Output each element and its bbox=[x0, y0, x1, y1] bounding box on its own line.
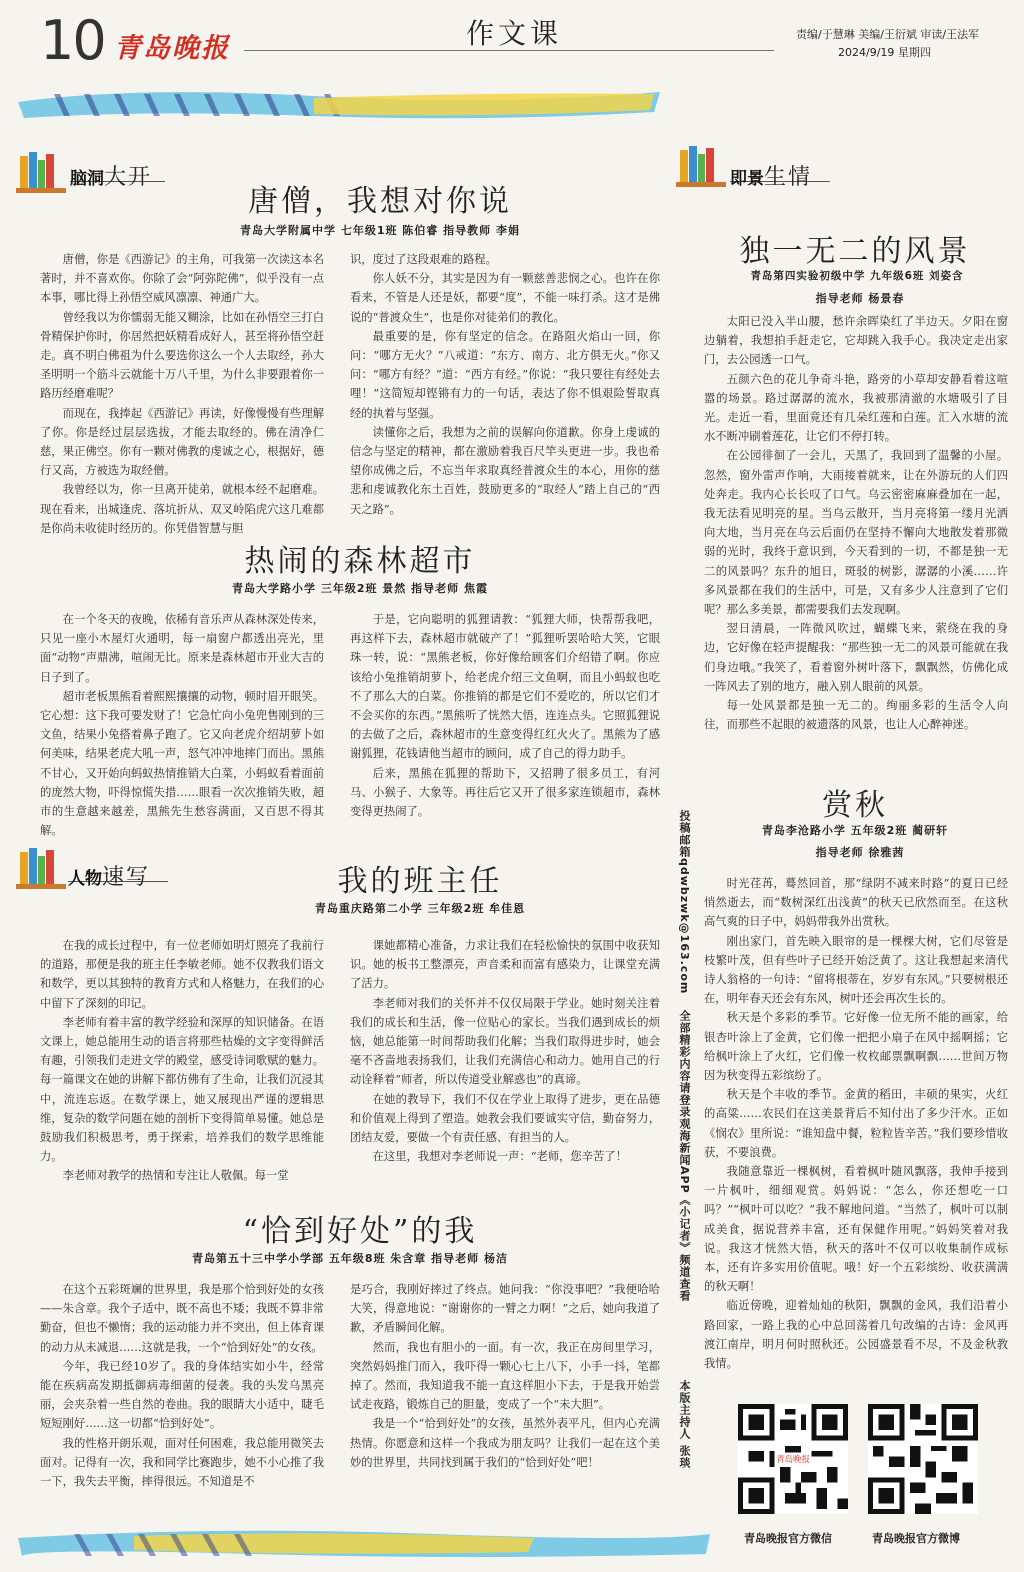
justright-col2 bbox=[350, 1280, 660, 1512]
tangseng-col1 bbox=[40, 250, 324, 535]
paragraph: 翌日清晨，一阵微风吹过，蝴蝶飞来，萦绕在我的身边，它好像在轻声提醒我：“那些独一无二的风景可能就在我们身边哦。”我笑了，看着窗外树叶落下，飘飘然，仿佛化成一阵风去了别的地方，融入别人眼前的风景。 bbox=[704, 622, 1008, 693]
paragraph: 临近傍晚，迎着灿灿的秋阳，飘飘的金风，我们沿着小路回家，一路上我的心中总回荡着几句改编的古诗：金风再渡江南岸，明月何时照秋还。公园盛景看不尽，不及金秋教我情。 bbox=[704, 1299, 1008, 1371]
people-badge bbox=[68, 860, 168, 890]
paragraph: 在一个冬天的夜晚，依稀有音乐声从森林深处传来，只见一座小木屋灯火通明，每一扇窗户都透出亮光，里面“动物”声鼎沸，喧闹无比。原来是森林超市开业大吉的日子到了。 bbox=[40, 613, 324, 684]
submission-email: 投稿邮箱qdwbzwk@163.com bbox=[678, 810, 691, 995]
people-label1: 人物 bbox=[68, 869, 102, 889]
books-icon bbox=[676, 144, 726, 188]
autumn-byline: 青岛李沧路小学 五年级2班 蔺研轩 bbox=[761, 824, 949, 837]
paragraph: 在她的教导下，我们不仅在学业上取得了进步，更在品德和价值观上得到了塑造。她教会我们要诚实守信，勤奋努力，团结友爱，要做一个有责任感、有担当的人。 bbox=[350, 1092, 660, 1145]
paragraph: 于是，它向聪明的狐狸请教：“狐狸大师，快帮帮我吧，再这样下去，森林超市就破产了！”狐狸听罢哈哈大笑，它眼珠一转，说：“黑熊老板，你好像给顾客们介绍错了啊。你应该给小兔推销胡萝卜，给老虎介绍三文鱼啊，而且小蚂蚁也吃不了那么大的白菜。你推销的都是它们不爱吃的，所以它们才不会买你的东西。”黑熊听了恍然大悟，连连点头。它照狐狸说的去做了之后，森林超市的生意变得红红火火了。黑熊为了感谢狐狸，花钱请他当超市的顾问，成了自己的得力助手。 bbox=[350, 613, 660, 761]
teacher-title: 我的班主任 bbox=[337, 864, 503, 899]
scene-label2: 生情 bbox=[764, 165, 813, 190]
teacher-col2 bbox=[350, 936, 660, 1180]
justright-title: “恰到好处”的我 bbox=[242, 1214, 478, 1249]
paragraph: 我的性格开朗乐观，面对任何困难，我总能用微笑去面对。记得有一次，我和同学比赛跑步，她不小心推了我一下，我失去平衡，摔得很远。不知道是不 bbox=[40, 1436, 324, 1489]
newspaper-logo: 青岛晚报 bbox=[114, 33, 230, 64]
wechat-qr-code[interactable] bbox=[738, 1404, 848, 1514]
scenery-teacher: 指导老师 杨景春 bbox=[815, 292, 905, 305]
paragraph: 是巧合，我刚好摔过了终点。她问我：“你没事吧？”我便哈哈大笑，得意地说：“谢谢你的一臂之力啊！”之后，她向我道了歉，矛盾瞬间化解。 bbox=[350, 1283, 660, 1335]
people-label2: 速写 bbox=[102, 865, 151, 890]
top-brush-decoration bbox=[14, 82, 664, 126]
paragraph: 秋天是个丰收的季节。金黄的稻田，丰硕的果实，火红的高粱……农民们在这美景背后不知付出了多少汗水。正如《悯农》里所说：“谁知盘中餐，粒粒皆辛苦。”我们要珍惜收获，不要浪费。 bbox=[704, 1088, 1008, 1159]
justright-byline: 青岛第五十三中学小学部 五年级8班 朱含章 指导老师 杨洁 bbox=[192, 1252, 508, 1265]
issue-date: 2024/9/19 星期四 bbox=[838, 46, 931, 59]
paragraph: 李老师有着丰富的教学经验和深厚的知识储备。在语文课上，她总能用生动的语言将那些枯燥的文字变得鲜活有趣，引领我们走进文学的殿堂，感受诗词歌赋的魅力。每一篇课文在她的讲解下都仿佛有了生命，让我们沉浸其中，流连忘返。在数学课上，她又展现出严谨的逻辑思维，复杂的数学问题在她的剖析下变得简单易懂。她总是鼓励我们积极思考，勇于探索，培养我们的数学思维能力。 bbox=[40, 1015, 324, 1164]
paragraph: 我曾经以为，你一旦离开徒弟，就根本经不起磨难。现在看来，出城逢虎、落坑折从、双叉岭陷虎穴这几难都是你尚未收徒时经历的。你凭借智慧与胆 bbox=[40, 483, 324, 535]
brain-label2: 大开 bbox=[104, 165, 153, 190]
paragraph: 而现在，我捧起《西游记》再读，好像慢慢有些理解了你。你是经过层层选拔，才能去取经的。佛在清净仁慈，果正佛空。你有一颗对佛教的虔诚之心，根据好，德行又高，方被选为取经僧。 bbox=[40, 406, 324, 478]
paragraph: 最重要的是，你有坚定的信念。在路阻火焰山一回，你问：“哪方无火？”八戒道：“东方、南方、北方俱无火。”你又问：“哪方有经？”道：“西方有经。”你说：“我只要往有经处去哩！”这简短却铿锵有力的一句话，表达了你不惧艰险誓取真经的执着与坚强。 bbox=[350, 329, 660, 420]
justright-col1 bbox=[40, 1280, 324, 1512]
weibo-label: 青岛晚报官方微博 bbox=[872, 1532, 960, 1545]
forest-col2 bbox=[350, 610, 660, 822]
host-credit: 本版主持人 张琰 bbox=[678, 1380, 691, 1469]
brain-badge bbox=[70, 160, 165, 190]
books-icon bbox=[16, 150, 66, 194]
paragraph: 今年，我已经10岁了。我的身体结实如小牛，经常能在疾病高发期抵御病毒细菌的侵袭。我的头发乌黑亮丽，会夹杂着一些自然的卷曲。我的眼睛大小适中，睫毛短短刚好……这一切都“恰到好处”。 bbox=[40, 1359, 324, 1431]
teacher-byline: 青岛重庆路第二小学 三年级2班 牟佳恩 bbox=[314, 902, 526, 915]
autumn-title: 赏秋 bbox=[822, 788, 888, 823]
paragraph: 在公园徘徊了一会儿，天黑了，我回到了温馨的小屋。忽然，窗外雷声作响，大雨接着就来，让在外游玩的人们四处奔走。我内心长长叹了口气。乌云密密麻麻叠加在一起，我无法看见明亮的星。当乌云散开，当月亮将第一缕月光洒向大地，当月亮在乌云后面仍在坚持不懈向大地散发着那微弱的光时，我终于意识到，今天看到的一切，不都是独一无二的风景吗？东升的旭日，斑驳的树影，潺潺的小溪……许多风景都在我们的生活中，可是，又有多少人注意到了它们呢？那么多美景，都需要我们去发现啊。 bbox=[704, 449, 1008, 617]
paragraph: 曾经我以为你懦弱无能又糊涂，比如在孙悟空三打白骨精保护你时，你居然把妖精看成好人，甚至将孙悟空赶走。真不明白佛祖为什么要选你这么一个人去取经，孙大圣明明一个筋斗云就能十万八千里，为什么非要跟着你一路历经磨难呢？ bbox=[40, 310, 324, 401]
paragraph: 然而，我也有胆小的一面。有一次，我正在房间里学习，突然妈妈推门而入，我吓得一颗心七上八下，小手一抖，笔都掉了。然而，我知道我不能一直这样胆小下去，于是我开始尝试走夜路，锻炼自己的胆量，变成了一个“未大胆”。 bbox=[350, 1340, 660, 1412]
paragraph: 我随意靠近一棵枫树，看着枫叶随风飘落，我伸手接到一片枫叶，细细观赏。妈妈说：“怎么，你还想吃一口吗？”“枫叶可以吃？”我不解地问道。“当然了，枫叶可以制成美食，据说营养丰富，还有保健作用呢。”妈妈笑着对我说。我这才恍然大悟，秋天的落叶不仅可以收集制作成标本，还有许多实用价值呢。哦！好一个五彩缤纷、收获满满的秋天啊！ bbox=[704, 1165, 1008, 1294]
autumn-teacher: 指导老师 徐雅茜 bbox=[815, 846, 905, 859]
wechat-label: 青岛晚报官方微信 bbox=[744, 1532, 832, 1545]
paragraph: 秋天是个多彩的季节。它好像一位无所不能的画家，给银杏叶涂上了金黄，它们像一把把小扇子在风中摇啊摇；它给枫叶涂上了火红，它们像一枚枚邮票飘啊飘……世间万物因为秋变得五彩缤纷了。 bbox=[704, 1011, 1008, 1083]
scenery-body bbox=[704, 312, 1008, 762]
section-title: 作文课 bbox=[466, 17, 563, 50]
forest-title: 热闹的森林超市 bbox=[244, 544, 476, 579]
tangseng-byline: 青岛大学附属中学 七年级1班 陈伯睿 指导教师 李娟 bbox=[240, 224, 520, 237]
paragraph: 读懂你之后，我想为之前的误解向你道歉。你身上虔诚的信念与坚定的精神，都在激励着我百尺竿头更进一步。我也希望你成佛之后，不忘当年求取真经普渡众生的本心，用你的慈悲和虔诚教化东土百姓，鼓励更多的“取经人”踏上自己的“西天之路”。 bbox=[350, 425, 660, 516]
paragraph: 李老师对教学的热情和专注让人敬佩。每一堂 bbox=[62, 1169, 289, 1183]
more-content-note: 全部精彩内容请登录观海新闻APP《小记者》频道查看 bbox=[678, 1010, 691, 1302]
paragraph: 超市老板黑熊看着熙熙攘攘的动物，顿时眉开眼笑。它心想：这下我可要发财了！它急忙向小兔兜售刚到的三文鱼，结果小兔搭着鼻子跑了。它又向老虎介绍胡萝卜如何美味，结果老虎大吼一声，怒气冲冲地摔门而出。黑熊不甘心，又开始向蚂蚁热情推销大白菜，小蚂蚁看着面前的庞然大物，吓得惊慌失措……眼看一次次推销失败，超市的生意越来越差，黑熊先生愁容满面，又百思不得其解。 bbox=[40, 689, 324, 838]
paragraph: 刚出家门，首先映入眼帘的是一棵棵大树，它们尽管是枝繁叶茂，但有些叶子已经开始泛黄了。这让我想起来清代诗人翁格的一句诗：“留将根蒂在，岁岁有东风。”只要树根还在，明年春天还会有东风，树叶还会再次生长的。 bbox=[704, 934, 1008, 1006]
paragraph: 李老师对我们的关怀并不仅仅局限于学业。她时刻关注着我们的成长和生活，像一位贴心的家长。当我们遇到成长的烦恼，她总能第一时间帮助我们化解；当我们取得进步时，她会毫不吝啬地表扬我们，让我们充满信心和动力。她用自己的行动诠释着“师者，所以传道受业解惑也”的真谛。 bbox=[350, 996, 660, 1087]
forest-byline: 青岛大学路小学 三年级2班 景然 指导老师 焦霞 bbox=[232, 582, 488, 595]
forest-col1 bbox=[40, 610, 324, 838]
brain-label1: 脑洞 bbox=[70, 169, 104, 189]
wechat-qr-caption: 青岛晚报 bbox=[776, 1454, 810, 1465]
paragraph: 后来，黑熊在狐狸的帮助下，又招聘了很多员工，有河马、小猴子、大象等。再往后它又开了很多家连锁超市，森林变得更热闹了。 bbox=[350, 766, 660, 819]
paragraph: 每一处风景都是独一无二的。绚丽多彩的生活令人向往，而那些不起眼的被遗落的风景，也让人心醉神迷。 bbox=[704, 699, 1008, 732]
paragraph: 在这里，我想对李老师说一声：“老师，您辛苦了！ bbox=[372, 1150, 627, 1164]
paragraph: 课她都精心准备，力求让我们在轻松愉快的氛围中收获知识。她的板书工整漂亮，声音柔和而富有感染力，让课堂充满了活力。 bbox=[350, 939, 660, 991]
paragraph: 太阳已没入半山腰，愁许余晖染红了半边天。夕阳在窗边躺着，我想拍手赶走它，它却跳入我手心。我决定走出家门，去公园透一口气。 bbox=[704, 315, 1008, 367]
paragraph: 我是一个“恰到好处”的女孩，虽然外表平凡，但内心充满热情。你愿意和这样一个我成为朋友吗？让我们一起在这个美妙的世界里，共同找到属于我们的“恰到好处”吧！ bbox=[350, 1417, 660, 1469]
books-icon bbox=[16, 846, 66, 890]
teacher-col1 bbox=[40, 936, 324, 1183]
scene-label1: 即景 bbox=[730, 169, 764, 189]
paragraph: 唐僧，你是《西游记》的主角，可我第一次读这本名著时，并不喜欢你。你除了会“阿弥陀佛”，似乎没有一点本事，哪比得上孙悟空威风凛凛、神通广大。 bbox=[40, 253, 324, 305]
weibo-qr-code[interactable] bbox=[868, 1404, 978, 1514]
paragraph: 时光荏苒，蓦然回首，那“绿阴不减来时路”的夏日已经悄然逝去，而“数树深红出浅黄”的秋天已欣然而至。在这秋高气爽的日子中，妈妈带我外出赏秋。 bbox=[704, 877, 1008, 929]
paragraph: 识，度过了这段艰难的路程。 bbox=[350, 253, 497, 266]
paragraph: 五颜六色的花儿争奇斗艳，路旁的小草却安静看着这喧嚣的场景。路过潺潺的流水，我被那清澈的水塘吸引了目光。走近一看，里面竟还有几朵红莲和白莲。汇入水塘的流水不断冲刷着莲花，让它们不停打转。 bbox=[704, 372, 1008, 444]
bottom-brush-decoration bbox=[14, 1520, 714, 1564]
paragraph: 在我的成长过程中，有一位老师如明灯照亮了我前行的道路，那便是我的班主任李敏老师。她不仅教我们语文和数学，更以其独特的教育方式和人格魅力，在我们的心中留下了深刻的印记。 bbox=[40, 939, 324, 1010]
autumn-body bbox=[704, 874, 1008, 1371]
tangseng-title: 唐僧，我想对你说 bbox=[248, 184, 512, 219]
tangseng-col2 bbox=[350, 250, 660, 516]
scenery-title: 独一无二的风景 bbox=[739, 234, 971, 269]
paragraph: 你人妖不分，其实是因为有一颗慈善悲悯之心。也许在你看来，不管是人还是妖，都要“度”，不能一味打杀。这才是佛说的“普渡众生”，也是你对徒弟们的教化。 bbox=[350, 272, 660, 324]
paragraph: 在这个五彩斑斓的世界里，我是那个恰到好处的女孩——朱含章。我个子适中，既不高也不矮；我既不算非常勤奋，但也不懒惰；我的运动能力并不突出，但上体育课的动力从未减退……这就是我，一个“恰到好处”的女孩。 bbox=[40, 1283, 324, 1354]
editors-credit: 责编/于慧琳 美编/王衍斌 审读/王法军 bbox=[796, 28, 980, 41]
page-number: 10 bbox=[40, 9, 105, 72]
scenery-byline: 青岛第四实验初级中学 九年级6班 刘姿含 bbox=[750, 270, 964, 282]
scene-badge bbox=[730, 160, 830, 190]
